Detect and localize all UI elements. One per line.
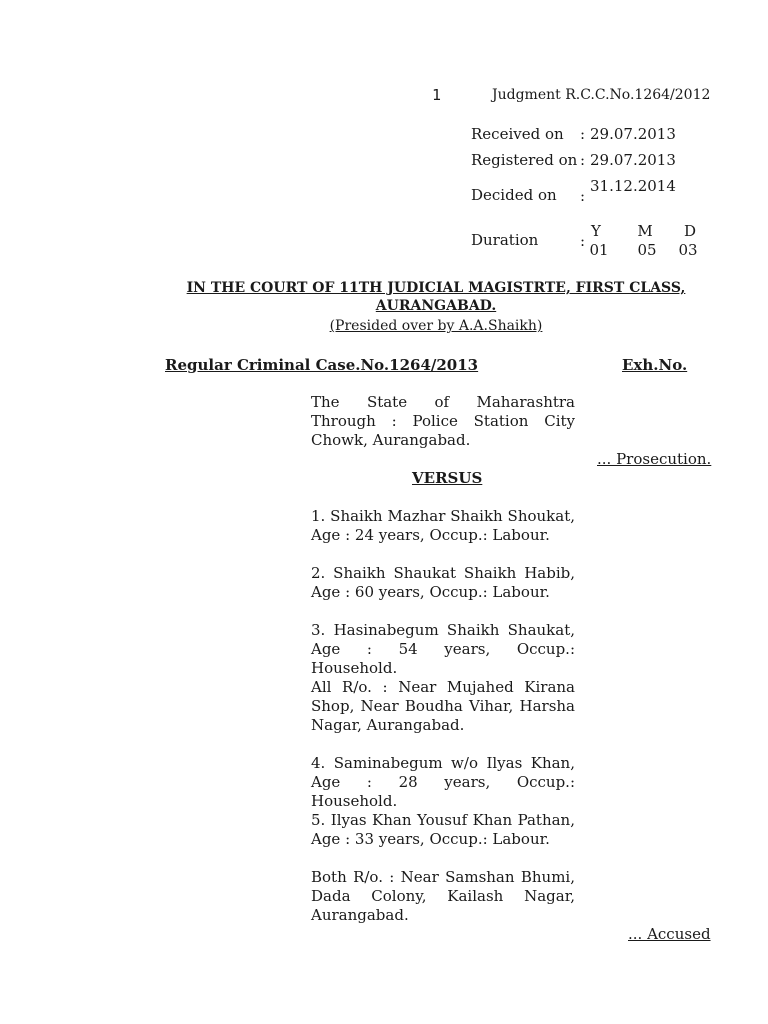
registered-date: 29.07.2013 [590,151,676,169]
accused-4: 4. Saminabegum w/o Ilyas Khan, Age : 28 years, Occup.: Household. [311,754,575,810]
accused-3: 3. Hasinabegum Shaikh Shaukat, Age : 54 years, Occup.: Household. [311,621,575,677]
accused-role: ... Accused [628,925,711,943]
case-title: Regular Criminal Case.No.1264/2013 [165,356,479,374]
duration-separator: : [580,232,586,250]
decided-label: Decided on [471,186,557,204]
accused-5: 5. Ilyas Khan Yousuf Khan Pathan, Age : 33 years, Occup.: Labour. [311,811,575,848]
court-heading-line1: IN THE COURT OF 11TH JUDICIAL MAGISTRTE, FIRST CLASS, [186,280,686,296]
duration-header-months: M [637,222,653,240]
judgment-reference: Judgment R.C.C.No.1264/2012 [492,87,711,103]
accused-1: 1. Shaikh Mazhar Shaikh Shoukat, Age : 24 years, Occup.: Labour. [311,507,575,544]
received-separator: : [580,125,586,143]
accused-1-3-residence: All R/o. : Near Mujahed Kirana Shop, Near Boudha Vihar, Harsha Nagar, Aurangabad. [311,678,575,734]
registered-label: Registered on [471,151,578,169]
decided-date: 31.12.2014 [590,177,676,195]
decided-separator: : [580,187,586,205]
versus-heading: VERSUS [412,469,483,487]
registered-separator: : [580,151,586,169]
accused-2: 2. Shaikh Shaukat Shaikh Habib, Age : 60 years, Occup.: Labour. [311,564,575,601]
accused-4-5-residence: Both R/o. : Near Samshan Bhumi, Dada Colony, Kailash Nagar, Aurangabad. [311,868,575,924]
prosecution-party: The State of Maharashtra Through : Police Station City Chowk, Aurangabad. [311,393,575,449]
exhibit-number: Exh.No. [622,356,688,374]
prosecution-role: ... Prosecution. [597,450,712,468]
duration-label: Duration [471,231,539,249]
duration-days: 03 [678,241,698,259]
duration-header-years: Y [591,222,601,240]
received-date: 29.07.2013 [590,125,676,143]
page-number: 1 [432,86,442,104]
duration-months: 05 [637,241,657,259]
received-label: Received on [471,125,564,143]
duration-header-days: D [683,222,697,240]
court-heading-line2: AURANGABAD. [375,298,497,314]
duration-years: 01 [589,241,609,259]
presided-over: (Presided over by A.A.Shaikh) [329,318,543,334]
